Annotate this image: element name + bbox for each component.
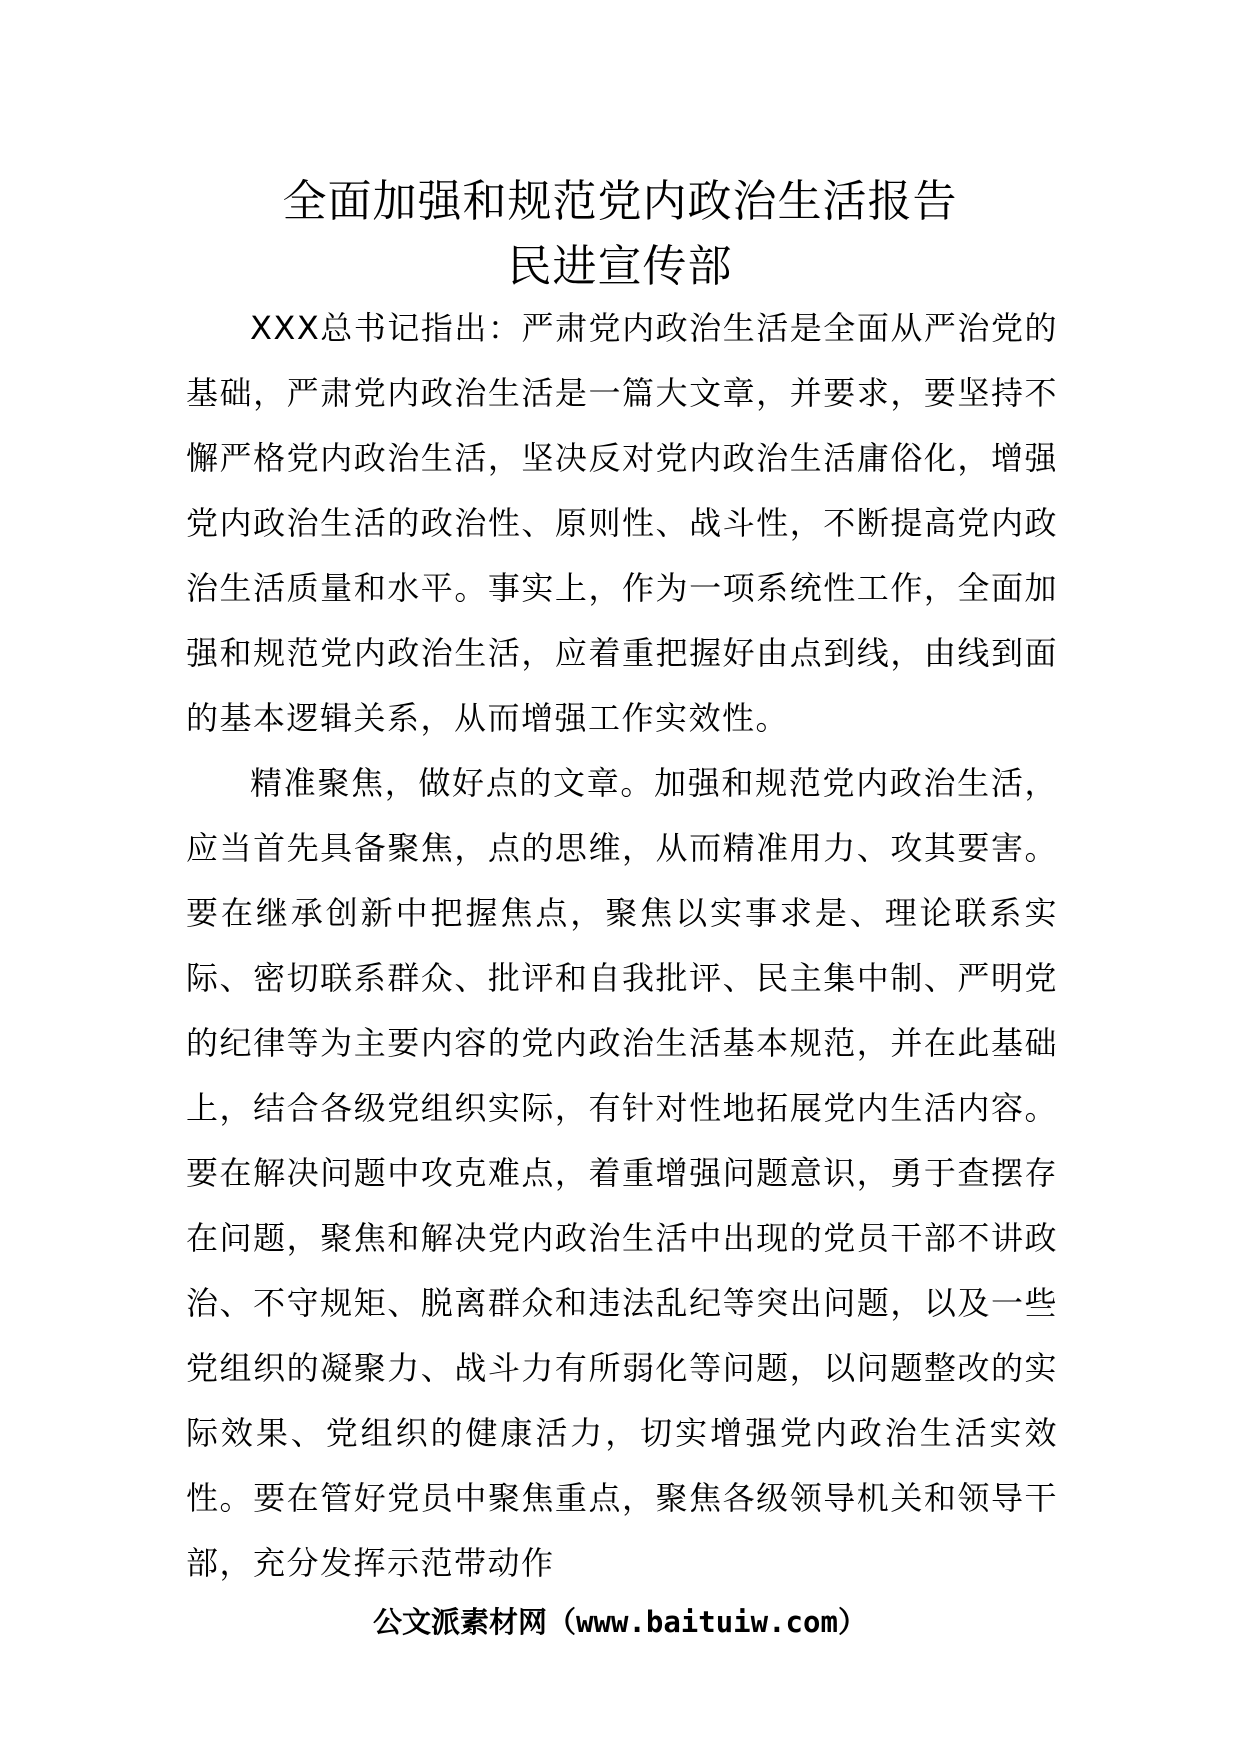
- document-body: [186, 296, 1058, 1596]
- document-subtitle: 民进宣传部: [507, 241, 733, 292]
- page-footer: 公文派素材网（www.baituiw.com）: [373, 1605, 867, 1639]
- document-title: 全面加强和规范党内政治生活报告: [282, 176, 958, 227]
- paragraph: 精准聚焦，做好点的文章。加强和规范党内政治生活，应当首先具备聚焦，点的思维，从而精准用力、攻其要害。要在继承创新中把握焦点，聚焦以实事求是、理论联系实际、密切联系群众、批评和自我批评、民主集中制、严明党的纪律等为主要内容的党内政治生活基本规范，并在此基础上，结合各级党组织实际，有针对性地拓展党内生活内容。要在解决问题中攻克难点，着重增强问题意识，勇于查摆存在问题，聚焦和解决党内政治生活中出现的党员干部不讲政治、不守规矩、脱离群众和违法乱纪等突出问题，以及一些党组织的凝聚力、战斗力有所弱化等问题，以问题整改的实际效果、党组织的健康活力，切实增强党内政治生活实效性。要在管好党员中聚焦重点，聚焦各级领导机关和领导干部，充分发挥示范带动作: [186, 764, 1058, 1582]
- paragraph: XXX总书记指出：严肃党内政治生活是全面从严治党的基础，严肃党内政治生活是一篇大文章，并要求，要坚持不懈严格党内政治生活，坚决反对党内政治生活庸俗化，增强党内政治生活的政治性、原则性、战斗性，不断提高党内政治生活质量和水平。事实上，作为一项系统性工作，全面加强和规范党内政治生活，应着重把握好由点到线，由线到面的基本逻辑关系，从而增强工作实效性。: [186, 309, 1058, 737]
